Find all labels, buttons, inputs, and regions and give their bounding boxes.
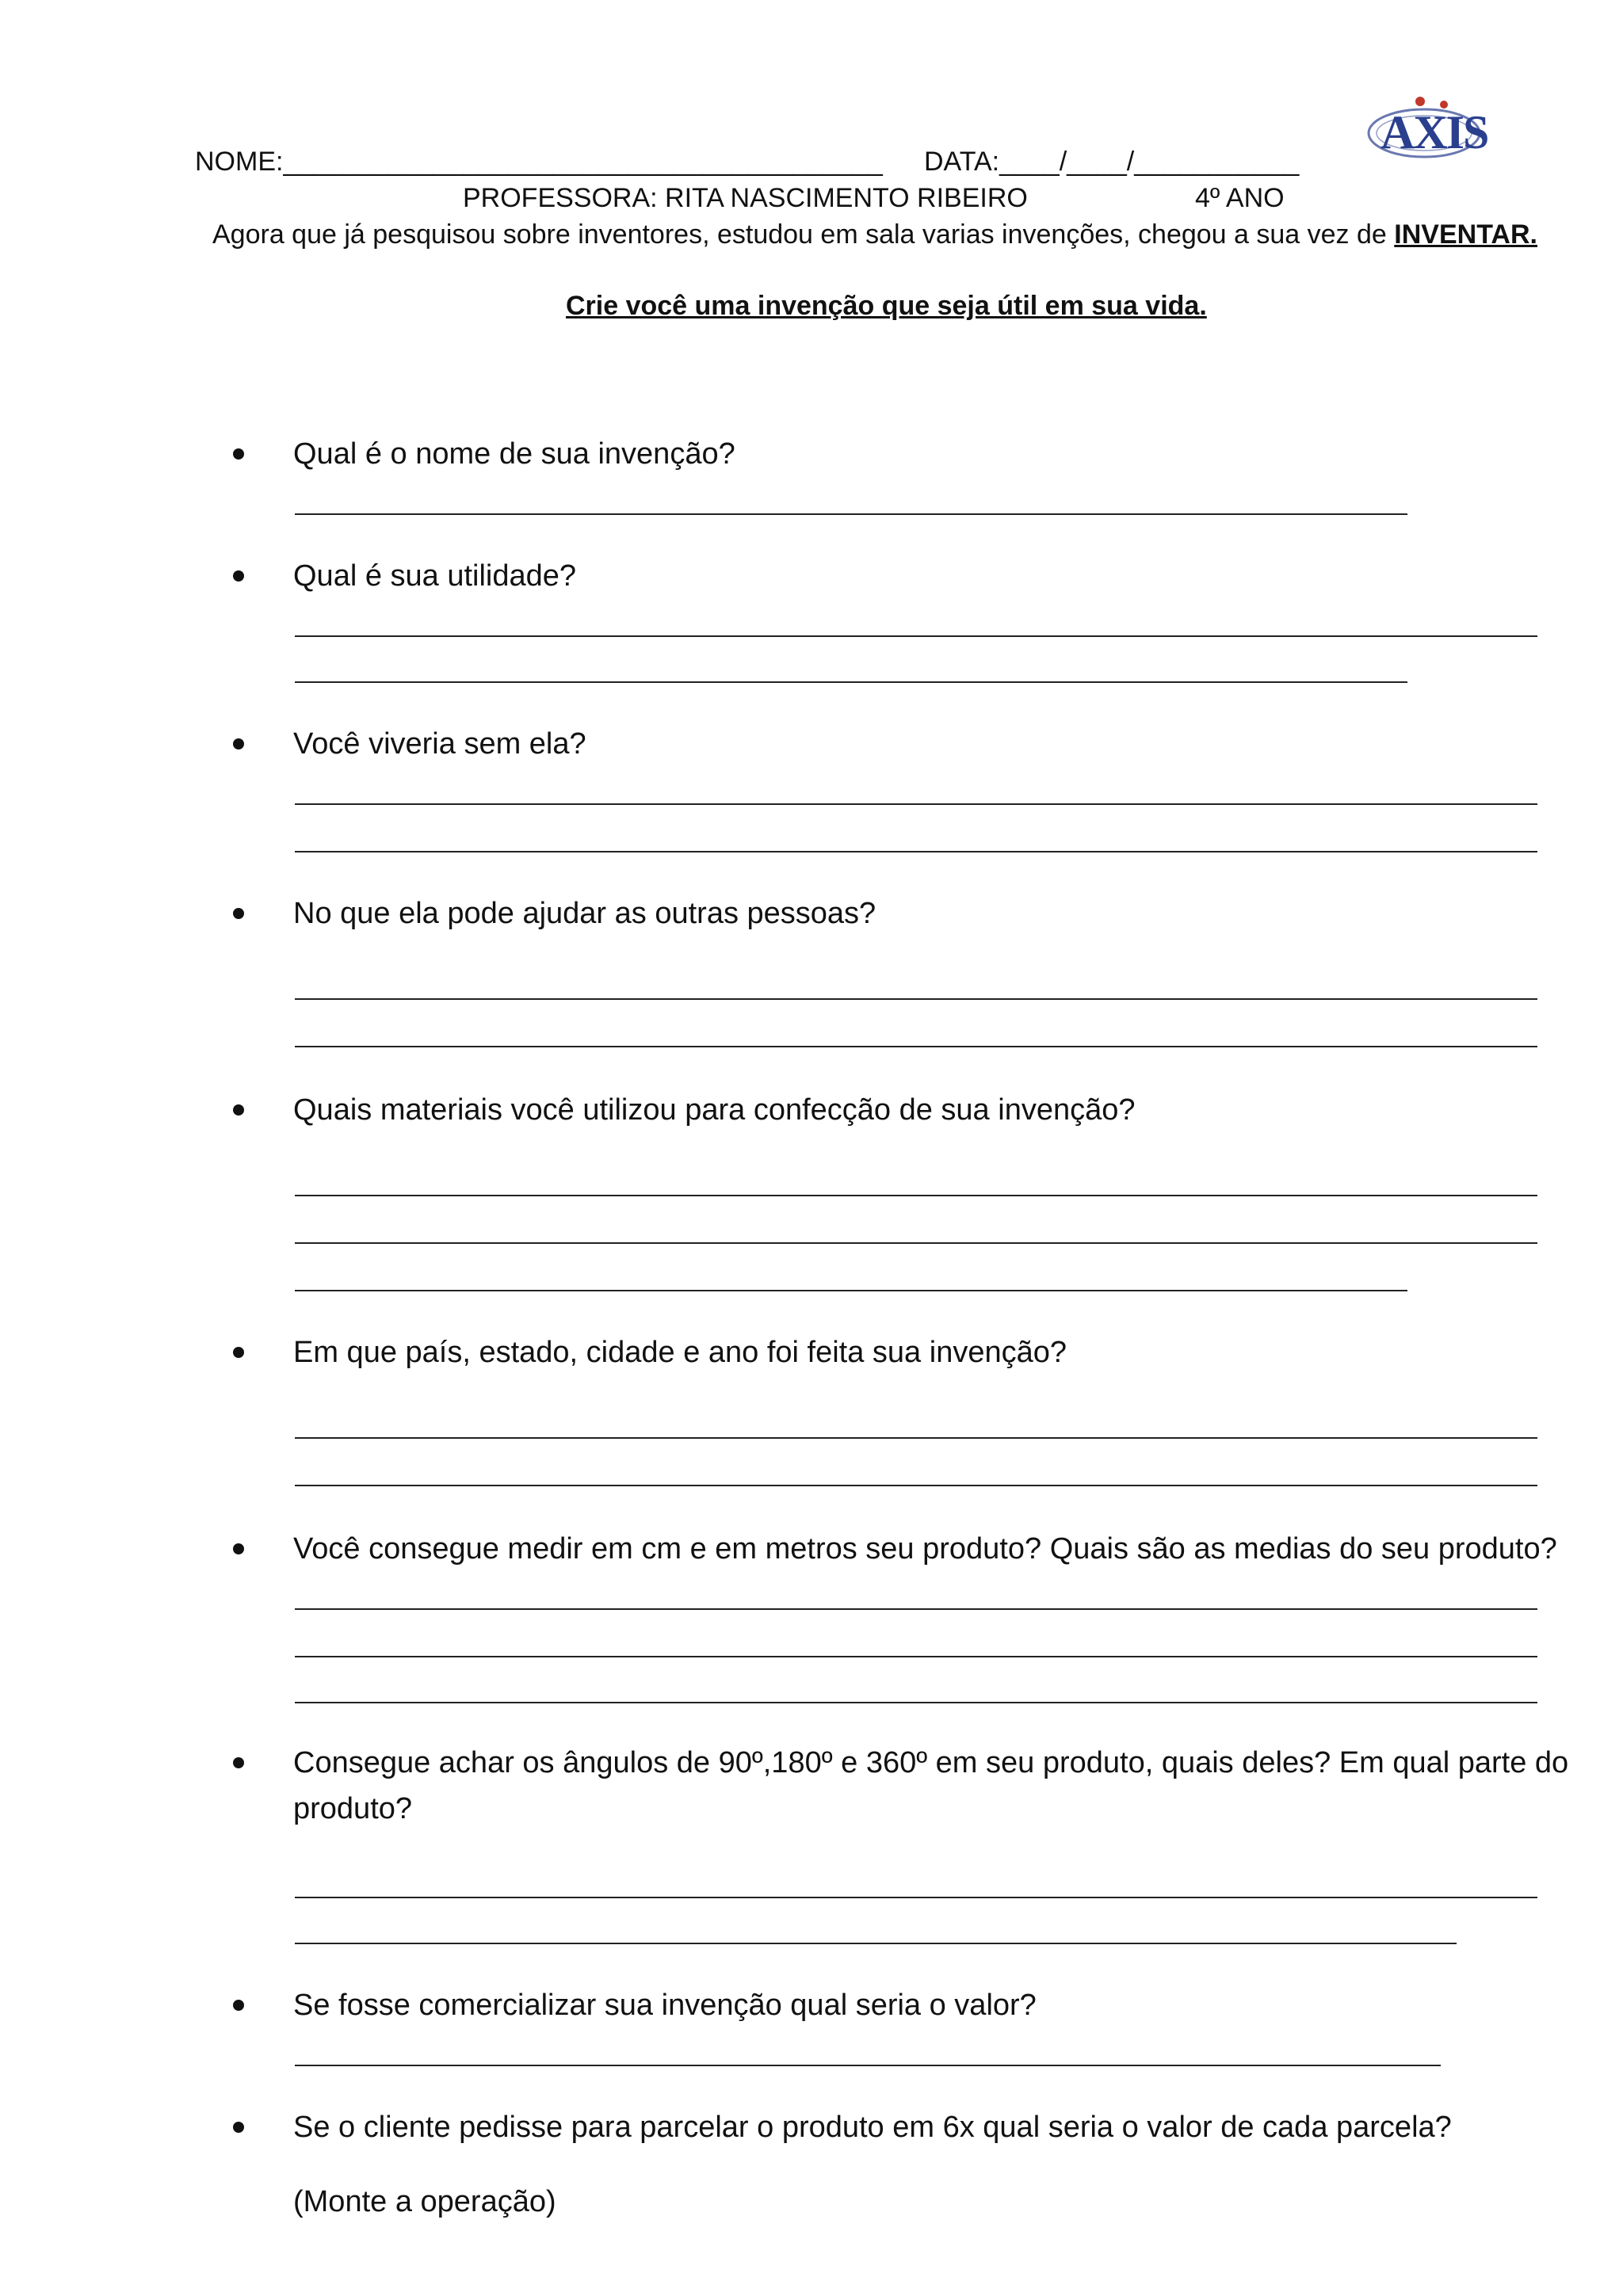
grade-label: 4º ANO	[1195, 183, 1285, 213]
bullet-icon	[233, 1104, 244, 1116]
intro-emphasis: INVENTAR.	[1394, 219, 1537, 250]
bullet-icon	[233, 908, 244, 919]
bullet-icon	[233, 448, 244, 460]
question-text: No que ela pode ajudar as outras pessoas?	[293, 897, 876, 930]
answer-line[interactable]	[295, 635, 1537, 637]
question-text-continued: (Monte a operação)	[293, 2185, 556, 2218]
answer-line[interactable]	[295, 1608, 1537, 1610]
bullet-icon	[233, 2122, 244, 2133]
bullet-icon	[233, 570, 244, 582]
answer-line[interactable]	[295, 803, 1537, 805]
question-text: Você consegue medir em cm e em metros seu produto? Quais são as medias do seu produto?	[293, 1532, 1557, 1566]
answer-line[interactable]	[295, 2065, 1441, 2066]
question-text: Quais materiais você utilizou para confecção de sua invenção?	[293, 1093, 1136, 1127]
logo-text: AXIS	[1381, 106, 1488, 158]
question-text: Você viveria sem ela?	[293, 727, 586, 761]
bullet-icon	[233, 1543, 244, 1554]
bullet-icon	[233, 2000, 244, 2011]
answer-line[interactable]	[295, 851, 1537, 852]
name-field-label[interactable]: NOME:________________________________________	[195, 147, 883, 177]
answer-line[interactable]	[295, 1437, 1537, 1439]
answer-line[interactable]	[295, 1046, 1537, 1047]
bullet-icon	[233, 1347, 244, 1358]
answer-line[interactable]	[295, 1195, 1537, 1196]
bullet-icon	[233, 738, 244, 749]
intro-text	[212, 219, 1537, 250]
answer-line[interactable]	[295, 1702, 1537, 1703]
answer-line[interactable]	[295, 998, 1537, 1000]
answer-line[interactable]	[295, 513, 1407, 515]
answer-line[interactable]	[295, 1656, 1537, 1657]
question-text: Em que país, estado, cidade e ano foi feita sua invenção?	[293, 1336, 1067, 1369]
question-text: Consegue achar os ângulos de 90º,180º e 360º em seu produto, quais deles? Em qual parte do	[293, 1746, 1569, 1779]
question-text: Qual é sua utilidade?	[293, 559, 577, 593]
question-text: Se fosse comercializar sua invenção qual seria o valor?	[293, 1989, 1037, 2022]
date-field-label[interactable]: DATA:____/____/___________	[924, 147, 1300, 177]
teacher-name: PROFESSORA: RITA NASCIMENTO RIBEIRO	[463, 183, 1028, 213]
question-text: Se o cliente pedisse para parcelar o produto em 6x qual seria o valor de cada parcela?	[293, 2111, 1452, 2144]
answer-line[interactable]	[295, 1290, 1407, 1291]
answer-line[interactable]	[295, 1897, 1537, 1898]
intro-body: Agora que já pesquisou sobre inventores, estudou em sala varias invenções, chegou a sua vez de	[212, 219, 1395, 250]
question-text-continued: produto?	[293, 1792, 413, 1825]
subtitle: Crie você uma invenção que seja útil em sua vida.	[566, 291, 1207, 321]
question-text: Qual é o nome de sua invenção?	[293, 437, 735, 471]
answer-line[interactable]	[295, 681, 1407, 683]
answer-line[interactable]	[295, 1485, 1537, 1486]
answer-line[interactable]	[295, 1242, 1537, 1244]
bullet-icon	[233, 1757, 244, 1768]
answer-line[interactable]	[295, 1943, 1457, 1944]
